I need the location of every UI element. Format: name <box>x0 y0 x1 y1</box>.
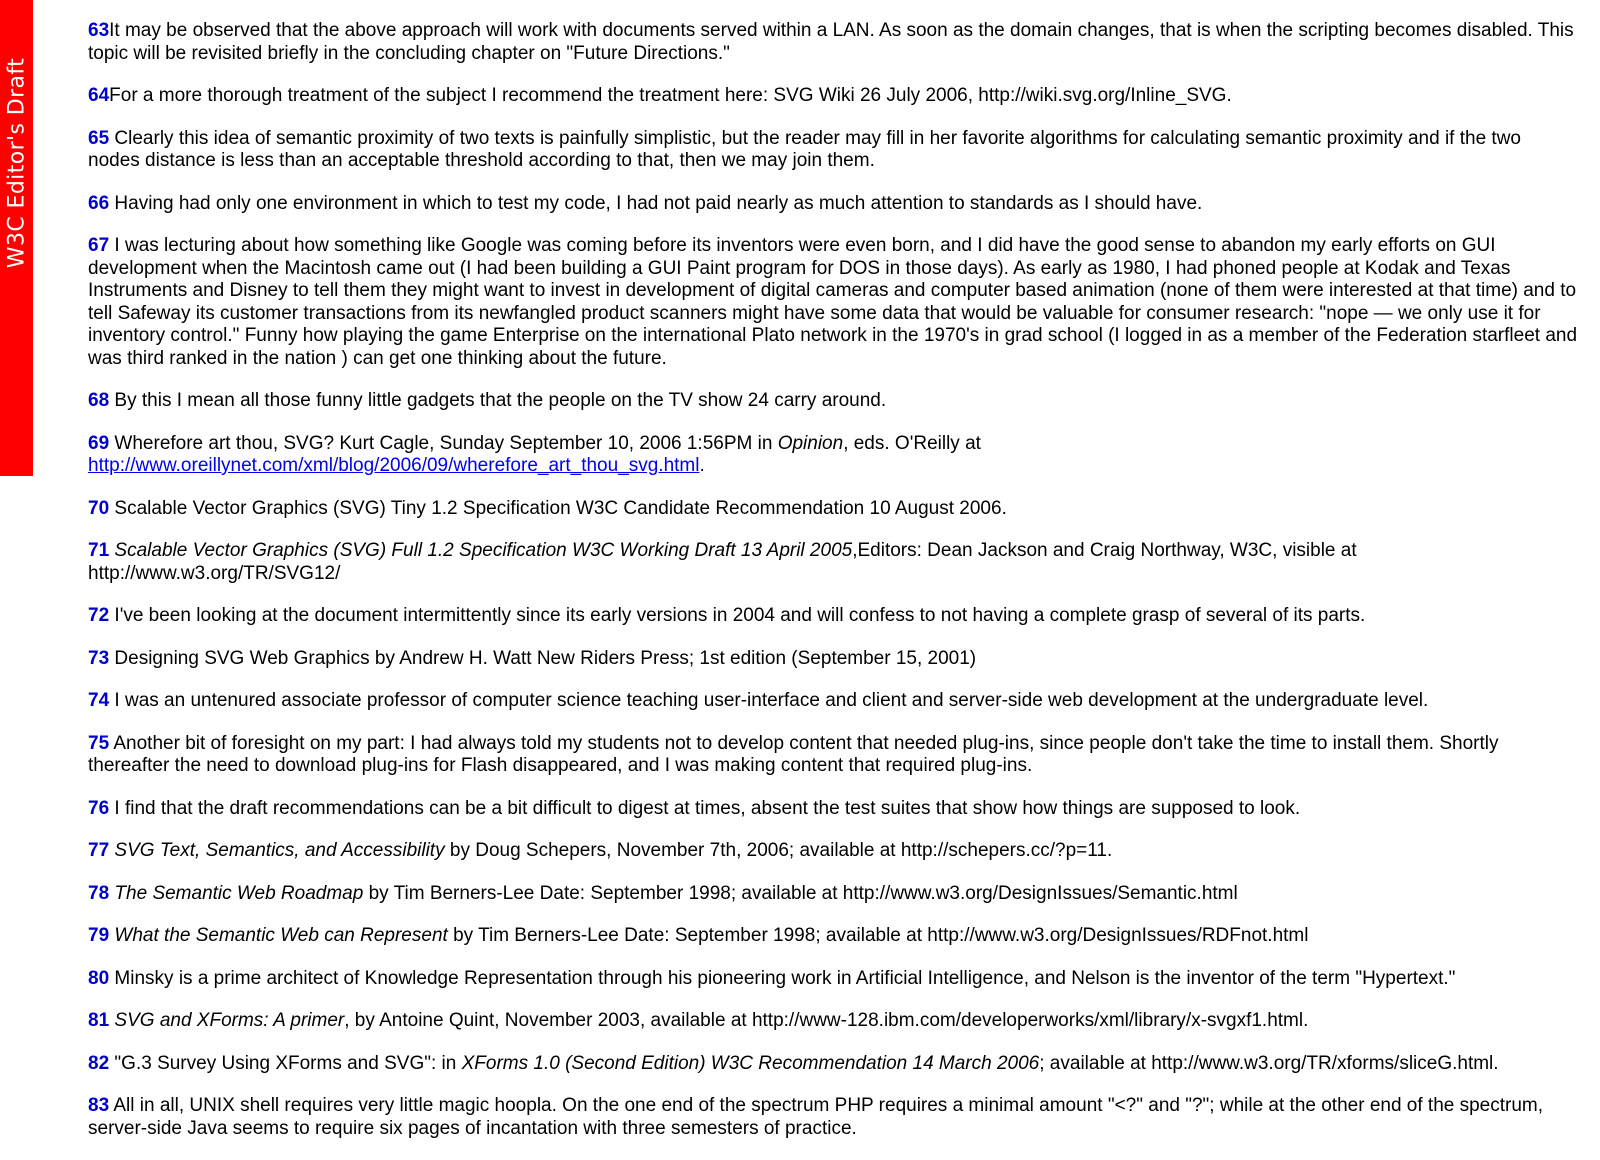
footnote-number[interactable]: 79 <box>88 925 110 946</box>
footnote-76 <box>88 798 1578 821</box>
footnote-number[interactable]: 81 <box>88 1010 110 1031</box>
footnote-72 <box>88 605 1578 628</box>
footnote-number[interactable]: 74 <box>88 690 110 711</box>
footnote-number[interactable]: 77 <box>88 840 110 861</box>
footnote-text: All in all, UNIX shell requires very little magic hoopla. On the one end of the spectrum PHP requires a minimal amount "<?" and "?"; while at the other end of the spectrum, server-side Java seems to require six pages of incantation with three semesters of practice. <box>88 1095 1544 1139</box>
footnote-73 <box>88 648 1578 671</box>
footnote-number[interactable]: 75 <box>88 732 110 754</box>
footnote-text: "G.3 Survey Using XForms and SVG": in <box>109 1052 462 1074</box>
footnote-text: Wherefore art thou, SVG? Kurt Cagle, Sunday September 10, 2006 1:56PM in <box>109 432 778 454</box>
footnote-number[interactable]: 70 <box>88 497 110 519</box>
footnote-italic: Opinion <box>777 432 844 454</box>
footnote-number[interactable]: 71 <box>88 540 110 561</box>
footnote-number[interactable]: 76 <box>88 797 110 819</box>
footnote-68 <box>88 390 1578 413</box>
footnote-text: ,Editors: Dean Jackson and Craig Northway, W3C, visible at http://www.w3.org/TR/SVG12/ <box>88 540 1357 584</box>
w3c-editors-draft-banner <box>0 0 33 476</box>
footnote-text: by Doug Schepers, November 7th, 2006; available at http://schepers.cc/?p=11. <box>444 840 1113 861</box>
footnote-74 <box>88 690 1578 713</box>
footnote-text: , by Antoine Quint, November 2003, available at http://www-128.ibm.com/developerworks/xml/library/x-svgxf1.html. <box>344 1010 1309 1031</box>
footnote-number[interactable]: 67 <box>88 235 110 256</box>
footnote-69 <box>88 433 1578 478</box>
footnote-text: , eds. O'Reilly at <box>843 432 981 454</box>
footnote-67 <box>88 235 1578 370</box>
footnote-82 <box>88 1053 1578 1076</box>
footnote-number[interactable]: 72 <box>88 605 110 626</box>
footnote-italic: The Semantic Web Roadmap <box>109 882 364 904</box>
footnote-number[interactable]: 68 <box>88 390 110 411</box>
footnote-italic: XForms 1.0 (Second Edition) W3C Recommendation 14 March 2006 <box>461 1052 1040 1074</box>
footnote-text: ; available at http://www.w3.org/TR/xforms/sliceG.html. <box>1039 1052 1499 1074</box>
footnote-78 <box>88 883 1578 906</box>
footnote-number[interactable]: 65 <box>88 127 110 149</box>
footnote-text: I was lecturing about how something like Google was coming before its inventors were even born, and I did have the good sense to abandon my early efforts on GUI development when the Macintosh came out (I had been building a GUI Paint program for DOS in those days). As early as 1980, I had phoned people at Kodak and Texas Instruments and Disney to tell them they might want to invest in development of digital cameras and computer based animation (none of them were interested at that time) and to tell Safeway its customer transactions from its newfangled product scanners might have some data that would be valuable for consumer research: "nope — we only use it for inventory control." Funny how playing the game Enterprise on the international Plato network in the 1970's in grad school (I logged in as a member of the Federation starfleet and was third ranked in the nation ) can get one thinking about the future. <box>88 235 1578 369</box>
footnote-italic: SVG and XForms: A primer <box>109 1010 345 1031</box>
footnote-number[interactable]: 64 <box>88 85 110 106</box>
footnote-text: It may be observed that the above approach will work with documents served within a LAN. As soon as the domain changes, that is when the scripting becomes disabled. This topic will be revisited briefly in the concluding chapter on "Future Directions." <box>88 20 1574 64</box>
footnote-text: Clearly this idea of semantic proximity of two texts is painfully simplistic, but the reader may fill in her favorite algorithms for calculating semantic proximity and if the two nodes distance is less than an acceptable threshold according to that, then we may join them. <box>88 127 1521 171</box>
footnote-text: Designing SVG Web Graphics by Andrew H. Watt New Riders Press; 1st edition (September 15, 2001) <box>109 647 977 669</box>
footnote-text: I find that the draft recommendations can be a bit difficult to digest at times, absent the test suites that show how things are supposed to look. <box>109 797 1301 819</box>
footnote-65 <box>88 128 1578 173</box>
footnote-66 <box>88 193 1578 216</box>
footnote-text: . <box>699 455 705 476</box>
footnote-text: Scalable Vector Graphics (SVG) Tiny 1.2 Specification W3C Candidate Recommendation 10 August 2006. <box>109 497 1007 519</box>
oreilly-link[interactable]: http://www.oreillynet.com/xml/blog/2006/09/wherefore_art_thou_svg.html <box>88 455 700 476</box>
footnote-italic: Scalable Vector Graphics (SVG) Full 1.2 Specification W3C Working Draft 13 April 2005 <box>109 540 853 561</box>
footnote-text: For a more thorough treatment of the subject I recommend the treatment here: SVG Wiki 26 July 2006, http://wiki.svg.org/Inline_SVG. <box>109 85 1232 106</box>
footnote-77 <box>88 840 1578 863</box>
footnote-text: By this I mean all those funny little gadgets that the people on the TV show 24 carry around. <box>109 390 887 411</box>
footnote-text: Minsky is a prime architect of Knowledge Representation through his pioneering work in Artificial Intelligence, and Nelson is the inventor of the term "Hypertext." <box>109 967 1456 989</box>
footnote-75 <box>88 733 1578 778</box>
footnote-text: Having had only one environment in which to test my code, I had not paid nearly as much attention to standards as I should have. <box>109 192 1203 214</box>
footnotes-list <box>88 20 1578 1160</box>
footnote-number[interactable]: 80 <box>88 967 110 989</box>
footnote-number[interactable]: 78 <box>88 882 110 904</box>
footnote-text: by Tim Berners-Lee Date: September 1998; available at http://www.w3.org/DesignIssues/RDFnot.html <box>447 925 1309 946</box>
footnote-81 <box>88 1010 1578 1033</box>
footnote-number[interactable]: 82 <box>88 1052 110 1074</box>
footnote-63 <box>88 20 1578 65</box>
footnote-text: by Tim Berners-Lee Date: September 1998; available at http://www.w3.org/DesignIssues/Semantic.html <box>363 882 1238 904</box>
footnote-64 <box>88 85 1578 108</box>
footnote-70 <box>88 498 1578 521</box>
footnote-79 <box>88 925 1578 948</box>
footnote-number[interactable]: 66 <box>88 192 110 214</box>
footnote-italic: What the Semantic Web can Represent <box>109 925 448 946</box>
footnote-number[interactable]: 63 <box>88 20 110 41</box>
footnote-number[interactable]: 69 <box>88 432 110 454</box>
footnote-83 <box>88 1095 1578 1140</box>
footnote-number[interactable]: 83 <box>88 1095 110 1116</box>
footnote-text: I've been looking at the document intermittently since its early versions in 2004 and will confess to not having a complete grasp of several of its parts. <box>109 605 1366 626</box>
footnote-text: Another bit of foresight on my part: I had always told my students not to develop content that needed plug-ins, since people don't take the time to install them. Shortly thereafter the need to download plug-ins for Flash disappeared, and I was making content that required plug-ins. <box>88 732 1499 776</box>
footnote-80 <box>88 968 1578 991</box>
footnote-italic: SVG Text, Semantics, and Accessibility <box>109 840 445 861</box>
footnote-text: I was an untenured associate professor of computer science teaching user-interface and client and server-side web development at the undergraduate level. <box>109 690 1429 711</box>
footnote-71 <box>88 540 1578 585</box>
footnote-number[interactable]: 73 <box>88 647 110 669</box>
banner-label: W3C Editor's Draft <box>4 57 30 269</box>
